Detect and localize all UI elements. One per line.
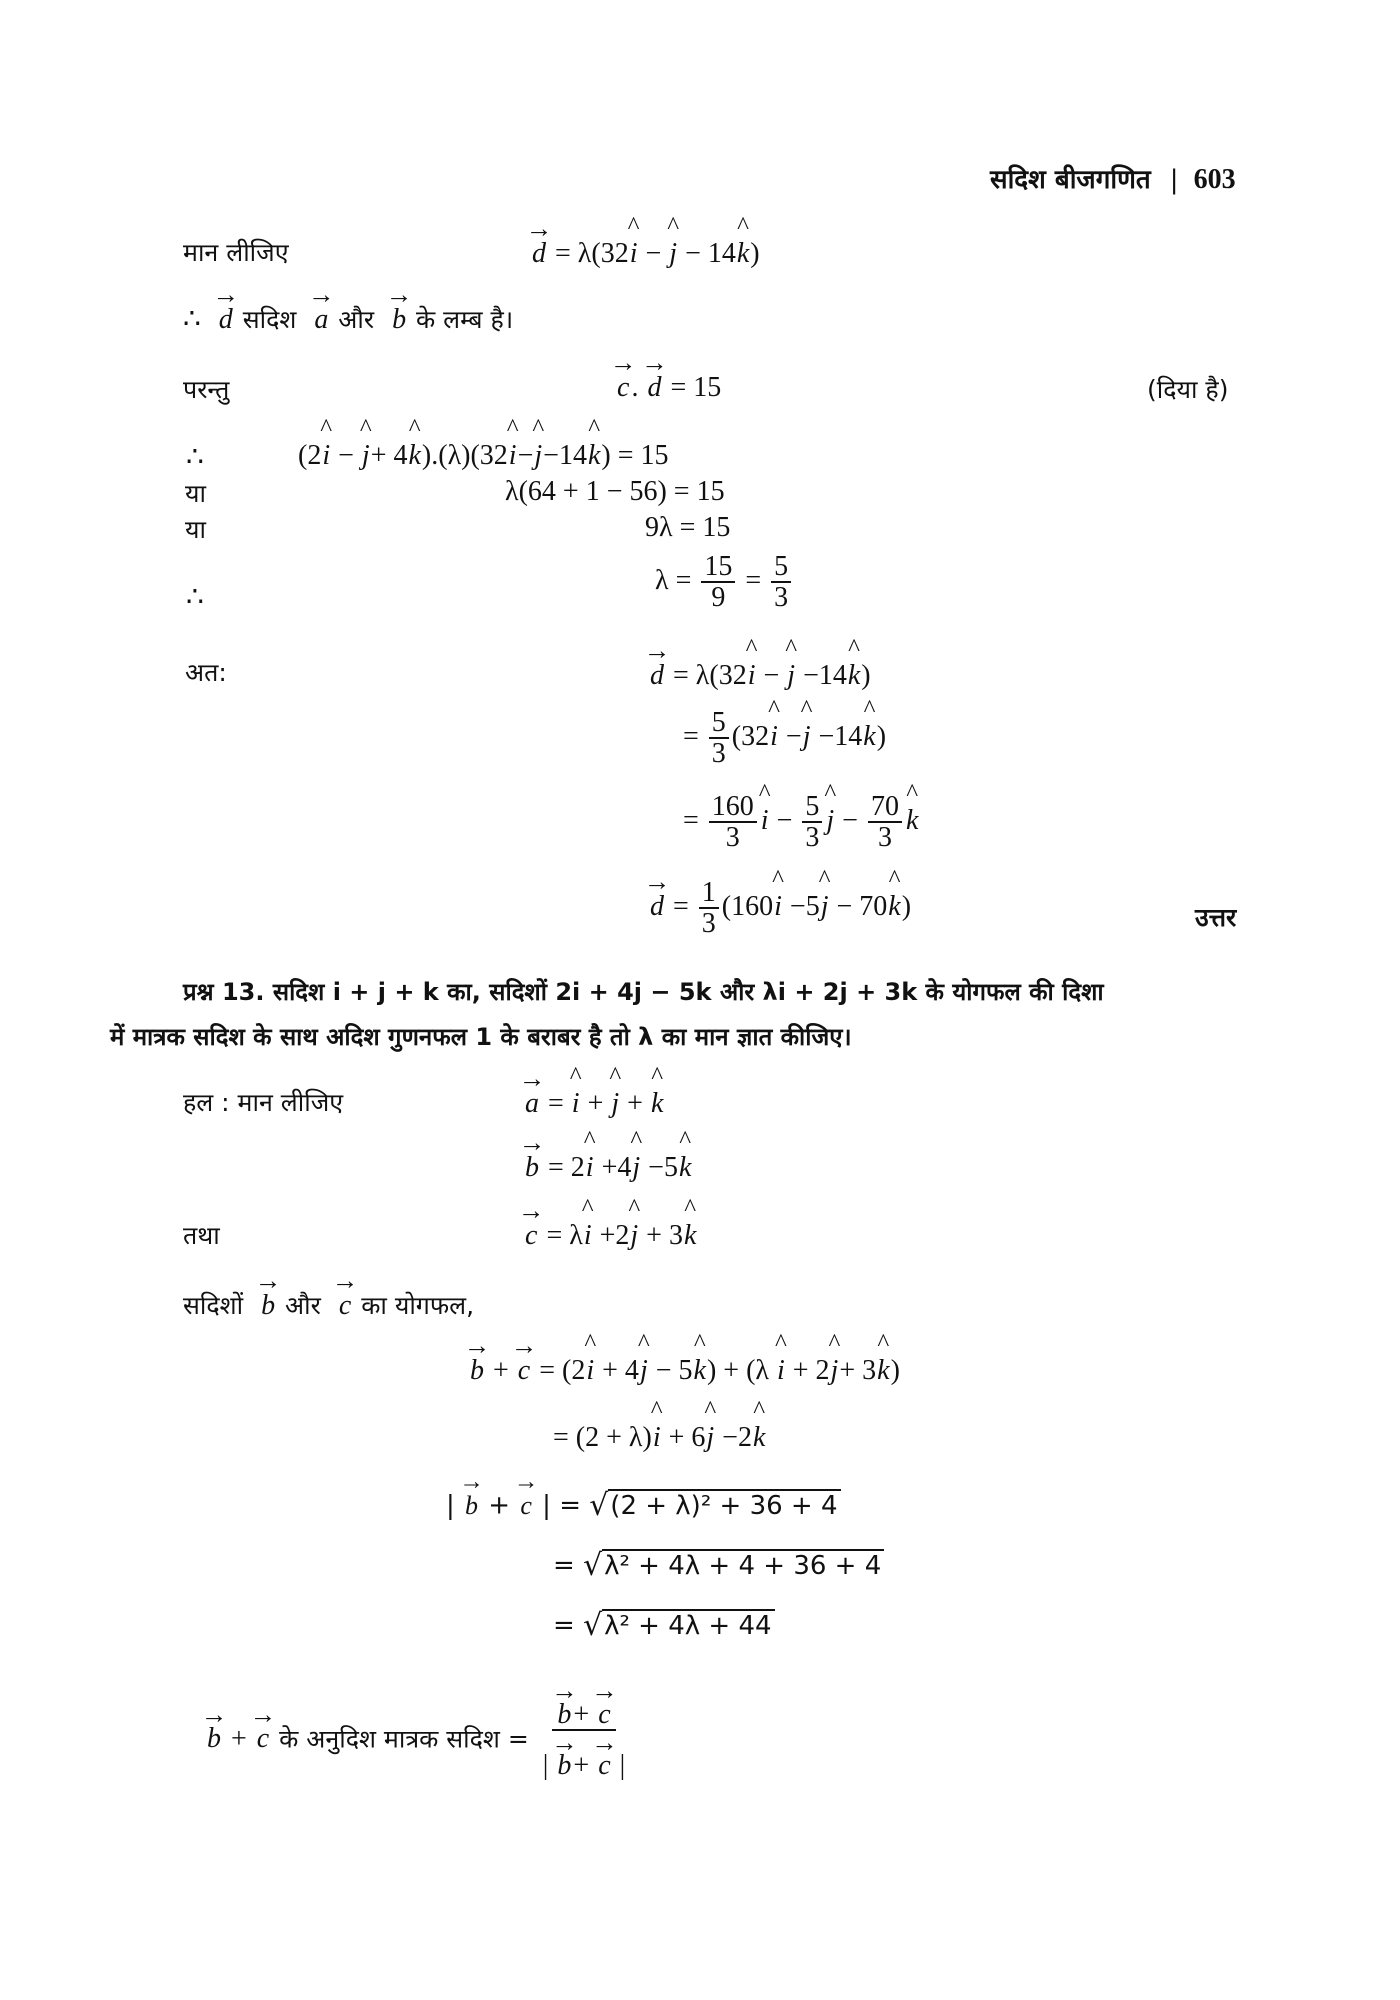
step-label: ∴	[186, 442, 204, 473]
magnitude-line-1: | → b + → c | = √(2 + λ)² + 36 + 4	[446, 1488, 841, 1523]
d-expanded: = $\frac{160}{3}$ ^ i − $\frac{5}{3}$ ^ j − $\frac{70}{3}$ ^ k	[683, 792, 919, 853]
running-header	[990, 160, 1236, 196]
sum-line-2: = (2 + λ)^ i + 6^ j −2^ k	[553, 1422, 766, 1454]
perpendicular-statement: ∴ → d सदिश → a और → b के लम्ब है।	[183, 302, 513, 336]
b-definition: → b = 2^ i +4^ j −5^ k	[523, 1152, 692, 1184]
vector-d: → d	[217, 304, 235, 336]
question-line-1: सदिश i + j + k का, सदिशों 2i + 4j − 5k और λi + 2j + 3k के योगफल की दिशा	[272, 978, 1104, 1006]
question-line-2: में मात्रक सदिश के साथ अदिश गुणनफल 1 के बराबर है तो λ का मान ज्ञात कीजिए।	[110, 1023, 852, 1051]
and-label: तथा	[183, 1221, 220, 1250]
nine-lambda-step: 9λ = 15	[645, 512, 731, 543]
header-separator: |	[1169, 165, 1179, 195]
c-dot-d-equation: → c. → d = 15	[615, 372, 721, 404]
d-final-answer: → d = $\frac{1}{3}$ (160^ i −5^ j − 70^ k)	[648, 878, 911, 939]
question-13	[183, 975, 1104, 1008]
c-definition: → c = λ^ i +2^ j + 3^ k	[523, 1220, 697, 1252]
dot-product-step: (2^ i − ^ j+ 4^ k).(λ)(32^ i−^ j−14^ k) = 15	[298, 440, 669, 472]
page-number: 603	[1193, 164, 1236, 195]
answer-label: उत्तर	[1195, 903, 1237, 932]
a-definition: → a = ^ i + ^ j + ^ k	[523, 1088, 664, 1120]
vector-a: → a	[312, 304, 330, 336]
magnitude-line-3: = √λ² + 4λ + 44	[553, 1608, 775, 1643]
sum-intro: सदिशों → b और → c का योगफल,	[183, 1288, 474, 1322]
d-substituted: = $\frac{5}{3}$ (32^ i −^ j −14^ k)	[683, 708, 886, 769]
hence-label: अत:	[185, 658, 227, 687]
chapter-title: सदिश बीजगणित	[990, 165, 1151, 195]
d-restated: → d = λ(32^ i − ^ j −14^ k)	[648, 660, 871, 692]
d-definition: → d = λ(32^ i − ^ j − 14^ k)	[530, 238, 760, 270]
but-label: परन्तु	[183, 375, 230, 404]
vector-d: → d	[530, 238, 548, 270]
given-label: (दिया है)	[1147, 375, 1229, 404]
step-label: या	[185, 479, 206, 508]
question-label: प्रश्न 13.	[183, 978, 265, 1006]
unit-vector-line: → b + → c के अनुदिश मात्रक सदिश = → $\frac{b+ \to c}{| \to b+ \to c |}$	[205, 1700, 631, 1781]
vector-b: → b	[390, 304, 408, 336]
step-label: ∴	[186, 582, 204, 613]
solution-label: हल : मान लीजिए	[183, 1088, 344, 1117]
let-label: मान लीजिए	[183, 238, 289, 267]
step-label: या	[185, 515, 206, 544]
magnitude-line-2: = √λ² + 4λ + 4 + 36 + 4	[553, 1548, 884, 1583]
sum-line-1: → b + → c = (2^ i + 4^ j − 5^ k) + (λ ^ i + 2^ j+ 3^ k)	[468, 1355, 900, 1387]
lambda-expansion-step: λ(64 + 1 − 56) = 15	[505, 476, 725, 507]
lambda-value: λ = $\frac{15}{9}$ = $\frac{5}{3}$	[655, 552, 794, 613]
